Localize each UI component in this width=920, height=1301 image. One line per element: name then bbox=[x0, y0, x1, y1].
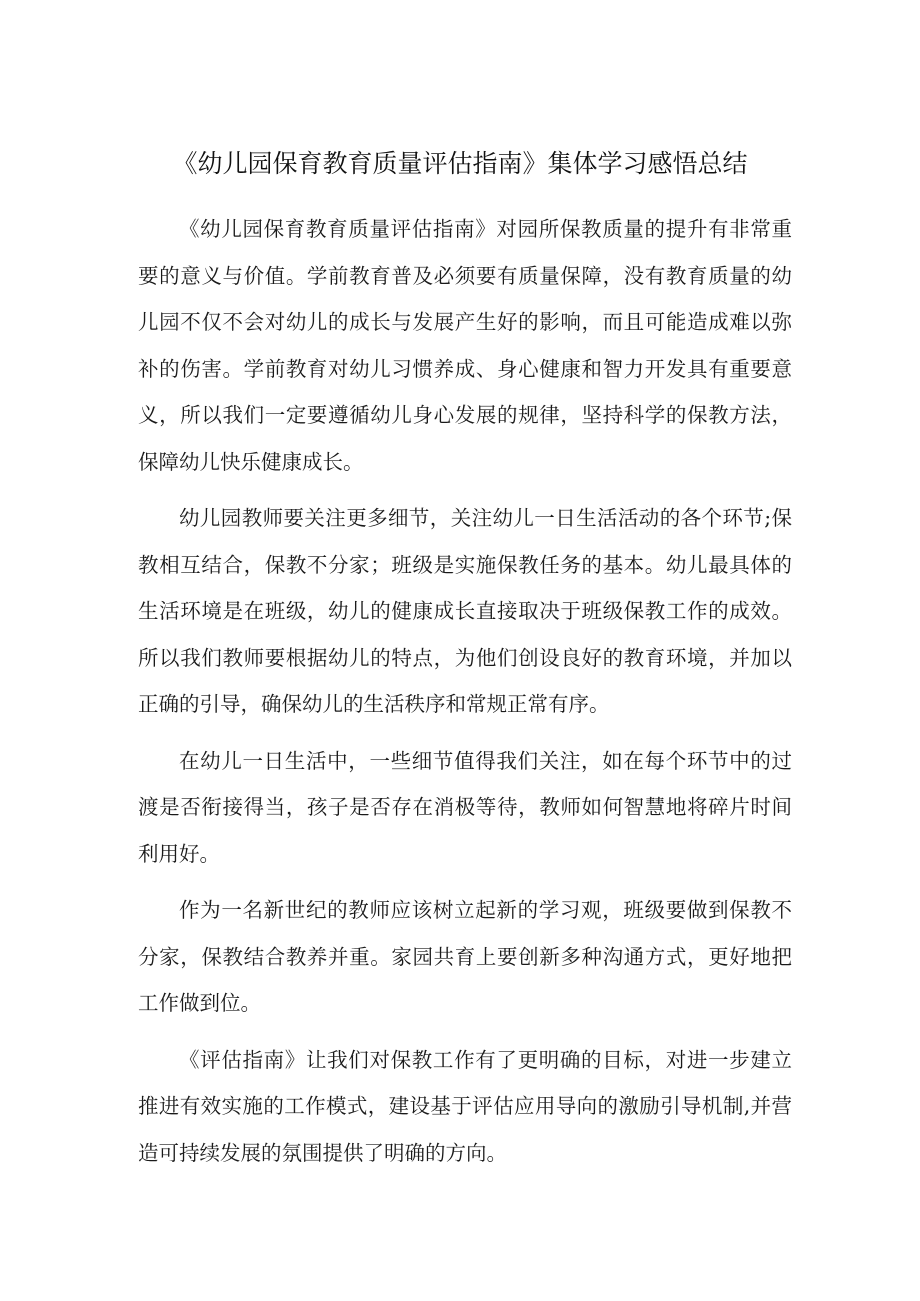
paragraph-1: 《幼儿园保育教育质量评估指南》对园所保教质量的提升有非常重要的意义与价值。学前教育普及必须要有质量保障，没有教育质量的幼儿园不仅不会对幼儿的成长与发展产生好的影响，而且可能造成难以弥补的伤害。学前教育对幼儿习惯养成、身心健康和智力开发具有重要意义，所以我们一定要遵循幼儿身心发展的规律，坚持科学的保教方法，保障幼儿快乐健康成长。 bbox=[138, 217, 792, 474]
paragraph-2: 幼儿园教师要关注更多细节，关注幼儿一日生活活动的各个环节;保教相互结合，保教不分家；班级是实施保教任务的基本。幼儿最具体的生活环境是在班级，幼儿的健康成长直接取决于班级保教工作的成效。所以我们教师要根据幼儿的特点，为他们创设良好的教育环境，并加以正确的引导，确保幼儿的生活秩序和常规正常有序。 bbox=[138, 506, 792, 716]
paragraph-4: 作为一名新世纪的教师应该树立起新的学习观，班级要做到保教不分家，保教结合教养并重。家园共育上要创新多种沟通方式，更好地把工作做到位。 bbox=[138, 898, 792, 1015]
document-body bbox=[138, 206, 792, 1186]
paragraph-5: 《评估指南》让我们对保教工作有了更明确的目标，对进一步建立推进有效实施的工作模式，建设基于评估应用导向的激励引导机制,并营造可持续发展的氛围提供了明确的方向。 bbox=[138, 1047, 792, 1165]
document-title: 《幼儿园保育教育质量评估指南》集体学习感悟总结 bbox=[172, 149, 748, 178]
paragraph-3: 在幼儿一日生活中，一些细节值得我们关注，如在每个环节中的过渡是否衔接得当，孩子是否存在消极等待，教师如何智慧地将碎片时间利用好。 bbox=[138, 748, 792, 866]
